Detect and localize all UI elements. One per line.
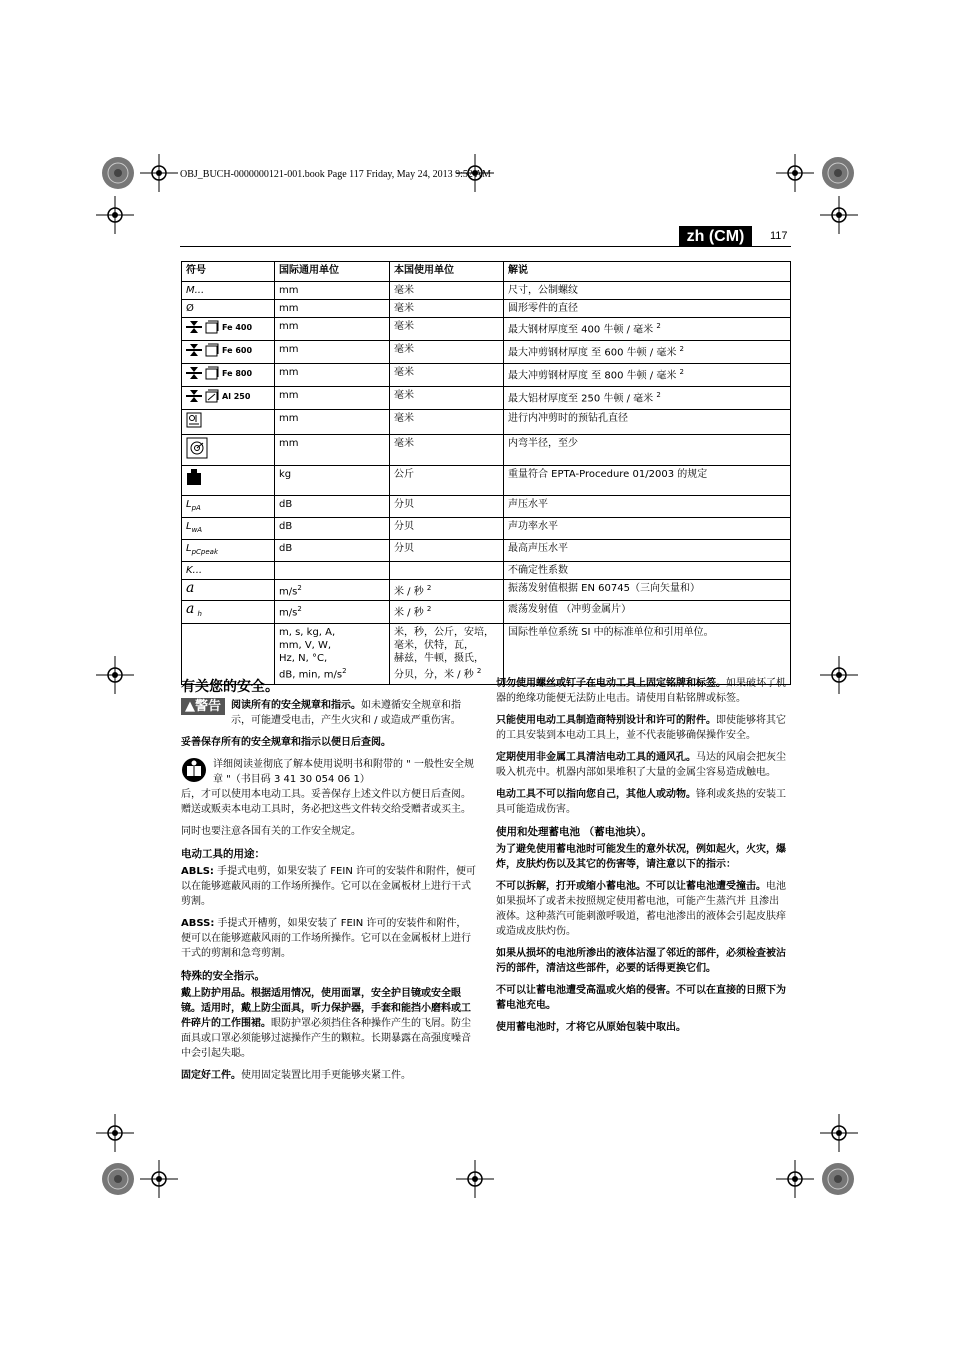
crosshair-icon [820,1114,858,1152]
special-safety-heading: 特殊的安全指示。 [181,970,265,982]
cut-thickness-icon [186,367,202,379]
superscript: 2 [656,322,661,330]
intl-unit: mm [275,318,390,341]
local-unit: 分贝 [390,540,504,562]
superscript: 2 [297,584,302,592]
warning-badge: ▲警告 [181,698,225,715]
abls-text: 手提式电剪，如果安装了 FEIN 许可的安装件和附件，便可以在能够遮蔽风雨的工作场所操作。它可以在金属板材上进行干式剪割。 [181,866,476,907]
table-row [182,466,791,496]
warning-text: 如未遵循安全规章和指示，可能遭受电击，产生火灾和 / 或造成严重伤害。 [231,700,461,726]
intl-unit: dB [275,496,390,518]
crosshair-icon [776,154,814,192]
disassemble-text: 电池如果损坏了或者未按照规定使用蓄电池，可能产生蒸汽并 且渗出液体。这种蒸汽可能刺激呼吸道，蓄电池渗出的液体会引起皮肤痒或造成皮肤灼伤。 [496,881,786,937]
local-unit: 毫米 [390,364,504,387]
intl-unit: m/s [279,586,298,598]
description: 重量符合 EPTA-Procedure 01/2003 的规定 [504,466,791,496]
abss-label: ABSS: [181,918,215,929]
fix-bold: 固定好工件。 [181,1070,241,1081]
disassemble-bold: 不可以拆解，打开或缩小蓄电池。不可以让蓄电池遭受撞击。 [496,881,766,892]
description: 最大铝材厚度至 250 牛顿 / 毫米 [508,393,654,405]
intl-unit-line: mm, V, W, [279,640,332,652]
superscript: 2 [426,605,432,614]
cut-thickness-icon [186,321,202,333]
symbol-text: Fe 400 [222,322,253,332]
description: 声压水平 [504,496,791,518]
read-manual-icon [181,757,207,783]
table-header-cell: 国际通用单位 [275,262,390,282]
table-row [182,410,791,435]
crosshair-icon [96,1114,134,1152]
symbol-text: Fe 800 [222,368,253,378]
symbol-text: L [186,543,192,554]
safety-title: 有关您的安全。 [181,679,279,695]
crosshair-icon [140,1160,178,1198]
local-unit: 毫米 [390,282,504,300]
description: 最高声压水平 [504,540,791,562]
local-unit-line: 毫米，伏特，瓦， [394,640,474,652]
steel-sheet-icon [205,343,219,357]
read-manual-text-cont: 后，才可以使用本电动工具。妥善保存上述文件以方便日后查阅。赠送或贩卖本电动工具时，务必把这些文件转交给受赠者或买主。 [181,789,471,815]
aluminium-sheet-icon [205,389,219,403]
intl-unit: dB [275,540,390,562]
abss-text: 手提式开槽剪，如果安装了 FEIN 许可的安装件和附件，便可以在能够遮蔽风雨的工作场所操作。它可以在金属板材上进行干式的剪割和急弯剪割。 [181,918,471,959]
cut-thickness-icon [186,344,202,356]
symbol-text: Al 250 [222,391,251,401]
vents-text: 马达的风扇会把灰尘吸入机壳中。机器内部如果堆积了大量的金属尘容易造成触电。 [496,752,786,778]
vents-bold: 定期使用非金属工具清洁电动工具的通风孔。 [496,752,696,763]
intl-unit-line: m, s, kg, A, [279,627,336,639]
symbol-text: L [186,499,192,510]
local-unit-line: 分贝，分，米 / 秒 [394,669,474,681]
battery-intro: 为了避免使用蓄电池时可能发生的意外状况，例如起火，火灾，爆炸，皮肤灼伤以及其它的伤害等，请注意以下的指示： [496,844,786,870]
local-unit-line: 赫兹，牛顿，摄氏， [394,653,484,665]
intl-unit: kg [275,466,390,496]
symbol-subscript: pCpeak [191,548,219,556]
local-unit: 毫米 [390,318,504,341]
intl-unit-line: dB, min, m/s [279,669,343,681]
book-header: OBJ_BUCH-0000000121-001.book Page 117 Friday, May 24, 2013 9:52 AM [180,169,491,180]
intl-unit [275,562,390,580]
local-unit: 毫米 [390,410,504,435]
table-row [182,387,791,410]
description: 内弯半径，至少 [504,435,791,466]
left-column [181,678,476,1090]
table-header-row [182,262,791,282]
leak-bold: 如果从损坏的电池所渗出的液体沾湿了邻近的部件，必须检查被沾污的部件，清洁这些部件，必要的话得更换它们。 [496,948,786,974]
pointing-bold: 电动工具不可以指向您自己，其他人或动物。 [496,789,696,800]
table-row [182,364,791,387]
packaging-bold: 使用蓄电池时，才将它从原始包装中取出。 [496,1022,686,1033]
description: 不确定性系数 [504,562,791,580]
local-unit: 分贝 [390,496,504,518]
nameplate-text: 如果破坏了机器的绝缘功能便无法防止电击。请使用自粘铭牌或标签。 [496,678,786,704]
ppe-text: 眼防护罩必须挡住各种操作产生的飞屑。防尘面具或口罩必须能够过滤操作产生的颗粒。长期暴露在高强度噪音中会引起失聪。 [181,1018,471,1059]
table-header-cell: 符号 [182,262,275,282]
intl-unit: mm [275,300,390,318]
table-row [182,341,791,364]
pointing-text: 锋利或炙热的安装工具可能造成伤害。 [496,789,786,815]
symbol-subscript: pA [191,504,201,512]
fix-text: 使用固定装置比用手更能够夹紧工件。 [241,1070,411,1081]
abls-label: ABLS: [181,866,214,877]
steel-sheet-icon [205,320,219,334]
local-unit: 毫米 [390,300,504,318]
local-unit: 米 / 秒 [394,586,424,598]
symbol-text: M... [186,285,205,296]
accessories-bold: 只能使用电动工具制造商特别设计和许可的附件。 [496,715,716,726]
registration-mark-icon [100,155,136,191]
page-number: 117 [770,230,788,242]
local-unit: 毫米 [390,387,504,410]
registration-mark-icon [820,155,856,191]
heat-bold: 不可以让蓄电池遭受高温或火焰的侵害。不可以在直接的日照下为蓄电池充电。 [496,985,786,1011]
read-manual-block [181,757,476,787]
table-header-cell: 本国使用单位 [390,262,504,282]
superscript: 2 [426,584,432,592]
crosshair-icon [456,1160,494,1198]
symbol-text: Ø [182,300,275,318]
regulations-note: 同时也要注意各国有关的工作安全规定。 [181,826,361,837]
intl-unit: mm [275,410,390,435]
table-row [182,282,791,300]
local-unit [390,562,504,580]
symbol-text: a [186,580,195,596]
bend-radius-icon [186,437,208,459]
battery-heading: 使用和处理蓄电池 （蓄电池块）。 [496,826,652,838]
crosshair-icon [96,656,134,694]
description: 最大钢材厚度至 400 牛顿 / 毫米 [508,324,654,336]
weight-icon [186,468,202,486]
local-unit-line: 米，秒，公斤，安培， [394,627,494,639]
right-column [496,676,789,1042]
language-badge: zh (CM) [679,226,752,247]
description: 圆形零件的直径 [504,300,791,318]
superscript: 2 [679,368,685,376]
accessories-text: 即使能够将其它的工具安装到本电动工具上，並不代表能够确保操作安全。 [496,715,786,741]
crosshair-icon [776,1160,814,1198]
table-row [182,300,791,318]
predrill-hole-icon [186,412,202,428]
crosshair-icon [96,196,134,234]
intended-use-heading: 电动工具的用途： [181,848,265,860]
symbol-text: a [186,601,195,618]
description: 震荡发射值 （冲剪金属片） [504,601,791,624]
superscript: 2 [656,391,661,399]
local-unit: 分贝 [390,518,504,540]
keep-instructions: 妥善保存所有的安全规章和指示以便日后查阅。 [181,737,391,748]
crosshair-icon [140,154,178,192]
intl-unit: mm [275,364,390,387]
intl-unit: mm [275,387,390,410]
units-table [181,261,791,685]
steel-sheet-icon [205,366,219,380]
table-row [182,601,791,624]
read-manual-text: 详细阅读並彻底了解本使用说明书和附带的 " 一般性安全规章 "（书目码 3 41 30 054 06 1） [213,759,474,785]
description: 最大冲剪钢材厚度 至 600 牛顿 / 毫米 [508,347,677,359]
description: 振荡发射值根据 EN 60745（三向矢量和） [504,580,791,601]
local-unit: 毫米 [390,435,504,466]
table-row [182,562,791,580]
table-row [182,318,791,341]
table-row [182,435,791,466]
registration-mark-icon [820,1161,856,1197]
warning-bold: 阅读所有的安全规章和指示。 [231,700,361,711]
description: 声功率水平 [504,518,791,540]
intl-unit: dB [275,518,390,540]
table-row [182,496,791,518]
superscript: 2 [342,667,347,676]
symbol-text: Fe 600 [222,345,253,355]
intl-unit: m/s [279,607,298,619]
cut-thickness-icon [186,390,202,402]
description: 进行内冲剪时的预钻孔直径 [504,410,791,435]
table-row [182,580,791,601]
intl-unit: mm [275,435,390,466]
crosshair-icon [820,656,858,694]
table-header-cell: 解说 [504,262,791,282]
intl-unit: mm [275,341,390,364]
superscript: 2 [679,345,685,353]
symbol-subscript: h [197,610,202,619]
description: 最大冲剪钢材厚度 至 800 牛顿 / 毫米 [508,370,677,382]
crosshair-icon [820,196,858,234]
registration-mark-icon [100,1161,136,1197]
ppe-bold: 戴上防护用品。根据适用情况，使用面罩，安全护目镜或安全眼镜。适用时，戴上防尘面具，听力保护器，手套和能挡小磨料或工件碎片的工作围裙。 [181,988,471,1029]
superscript: 2 [297,605,302,614]
description: 尺寸，公制螺纹 [504,282,791,300]
intl-unit: mm [275,282,390,300]
table-row [182,518,791,540]
local-unit: 公斤 [390,466,504,496]
warning-block [181,698,476,735]
symbol-text: K... [186,565,203,576]
symbol-text: L [186,521,192,532]
local-unit: 米 / 秒 [394,607,424,619]
nameplate-bold: 切勿使用螺丝或钉子在电动工具上固定铭牌和标签。 [496,678,726,689]
description: 国际性单位系统 SI 中的标准单位和引用单位。 [504,624,791,684]
superscript: 2 [476,667,482,676]
table-row [182,540,791,562]
local-unit: 毫米 [390,341,504,364]
symbol-subscript: wA [191,526,203,534]
intl-unit-line: Hz, N, °C, [279,653,328,665]
